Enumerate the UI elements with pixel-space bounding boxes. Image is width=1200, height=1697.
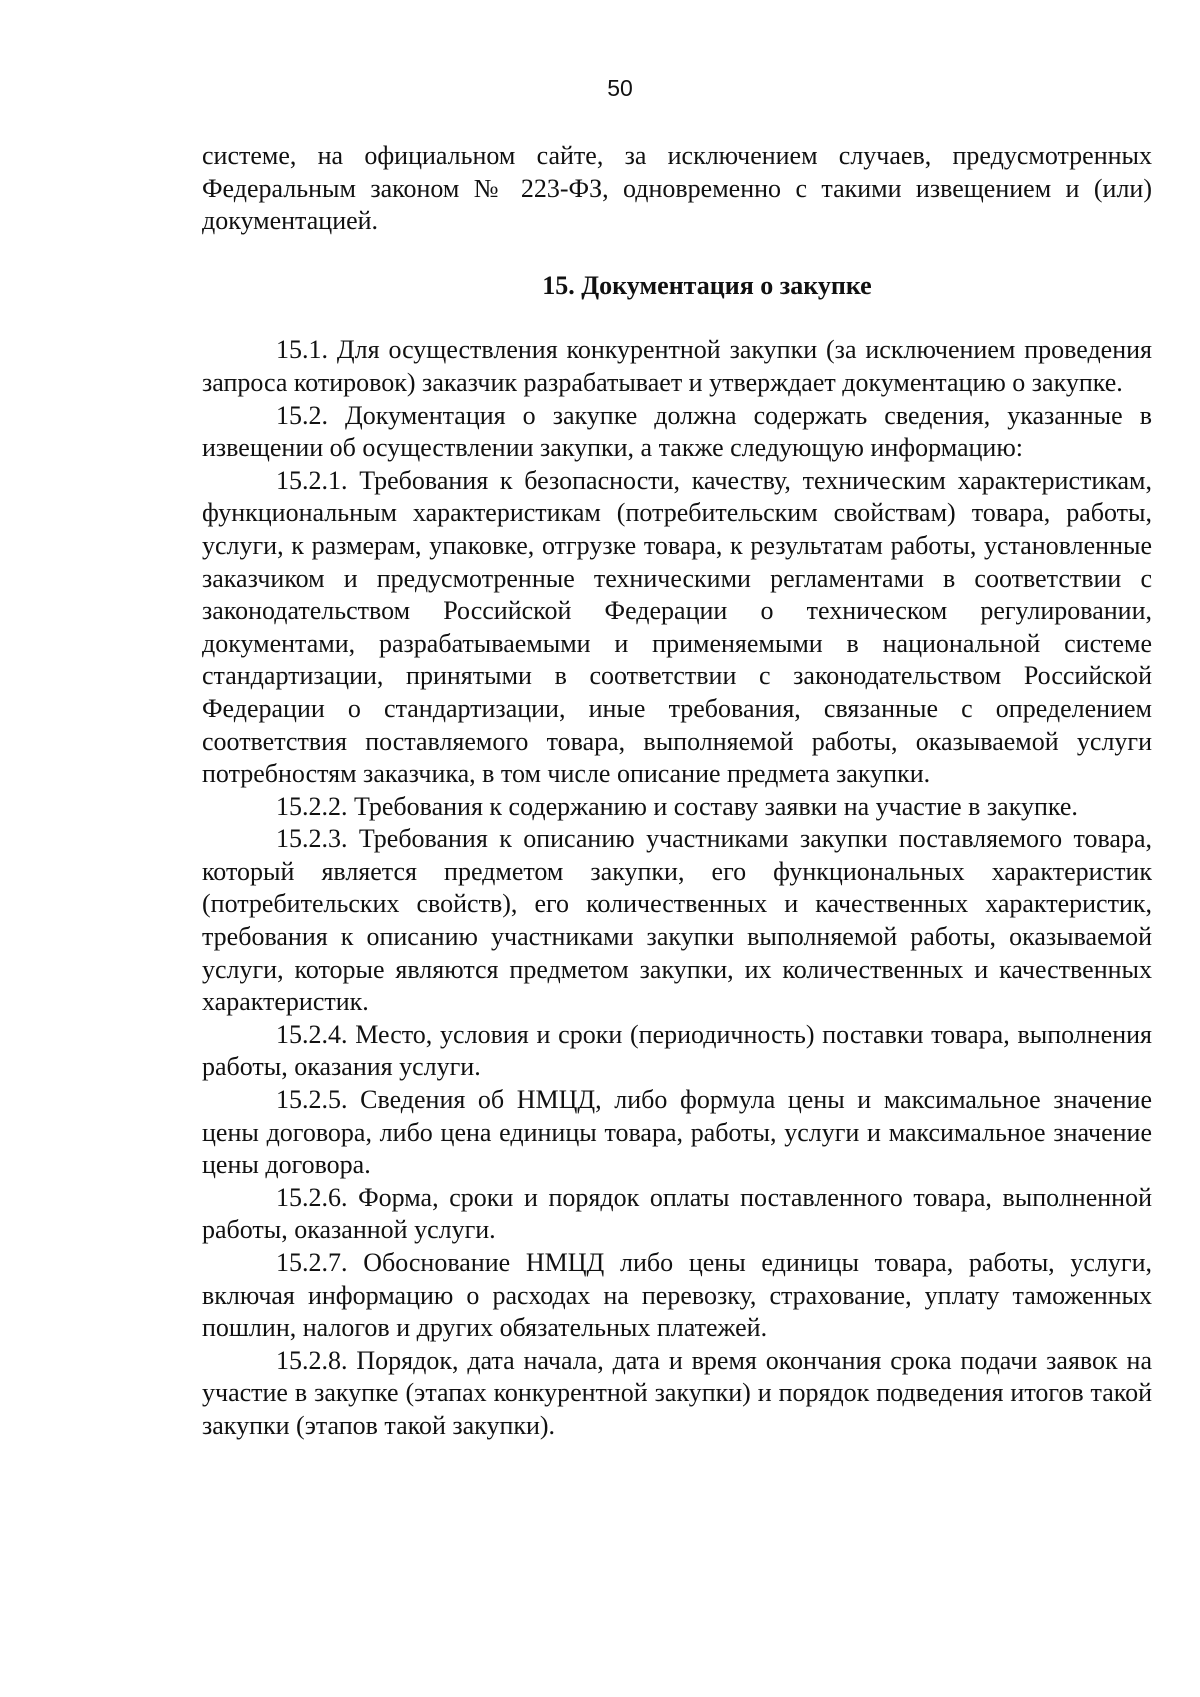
paragraph-15-2-1: 15.2.1. Требования к безопасности, качеству, техническим характеристикам, функциональным характеристикам (потребительским свойствам) товара, работы, услуги, к размерам, упаковке, отгрузке товара, к результатам работы, установленные заказчиком и предусмотренные техническими регламентами в соответствии с законодательством Российской Федерации о техническом регулировании, документами, разрабатываемыми и применяемыми в национальной системе стандартизации, принятыми в соответствии с законодательством Российской Федерации о стандартизации, иные требования, связанные с определением соответствия поставляемого товара, выполняемой работы, оказываемой услуги потребностям заказчика, в том числе описание предмета закупки. [202, 465, 1152, 789]
paragraph-15-2-7: 15.2.7. Обоснование НМЦД либо цены единицы товара, работы, услуги, включая информацию о расходах на перевозку, страхование, уплату таможенных пошлин, налогов и других обязательных платежей. [202, 1248, 1152, 1343]
paragraph-15-2-5: 15.2.5. Сведения об НМЦД, либо формула цены и максимальное значение цены договора, либо цена единицы товара, работы, услуги и максимальное значение цены договора. [202, 1085, 1152, 1180]
paragraph-15-1: 15.1. Для осуществления конкурентной закупки (за исключением проведения запроса котировок) заказчик разрабатывает и утверждает документацию о закупке. [202, 335, 1152, 397]
paragraph-15-2-4: 15.2.4. Место, условия и сроки (периодичность) поставки товара, выполнения работы, оказания услуги. [202, 1019, 1152, 1082]
section-heading: 15. Документация о закупке [542, 270, 872, 300]
paragraph-15-2-3: 15.2.3. Требования к описанию участниками закупки поставляемого товара, который является предметом закупки, его функциональных характеристик (потребительских свойств), его количественных и качественных характеристик, требования к описанию участниками закупки выполняемой работы, оказываемой услуги, которые являются предметом закупки, их количественных и качественных характеристик. [202, 824, 1152, 1017]
page-number: 50 [607, 75, 633, 101]
paragraph-15-2-2: 15.2.2. Требования к содержанию и составу заявки на участие в закупке. [276, 791, 1078, 821]
intro-paragraph: системе, на официальном сайте, за исключением случаев, предусмотренных Федеральным законом № 223-ФЗ, одновременно с такими извещением и (или) документацией. [202, 141, 1152, 236]
document-body [202, 140, 1152, 1443]
paragraph-15-2-8: 15.2.8. Порядок, дата начала, дата и время окончания срока подачи заявок на участие в закупке (этапах конкурентной закупки) и порядок подведения итогов такой закупки (этапов такой закупки). [202, 1345, 1152, 1440]
paragraph-15-2: 15.2. Документация о закупке должна содержать сведения, указанные в извещении об осуществлении закупки, а также следующую информацию: [202, 400, 1152, 463]
paragraph-15-2-6: 15.2.6. Форма, сроки и порядок оплаты поставленного товара, выполненной работы, оказанной услуги. [202, 1182, 1152, 1245]
